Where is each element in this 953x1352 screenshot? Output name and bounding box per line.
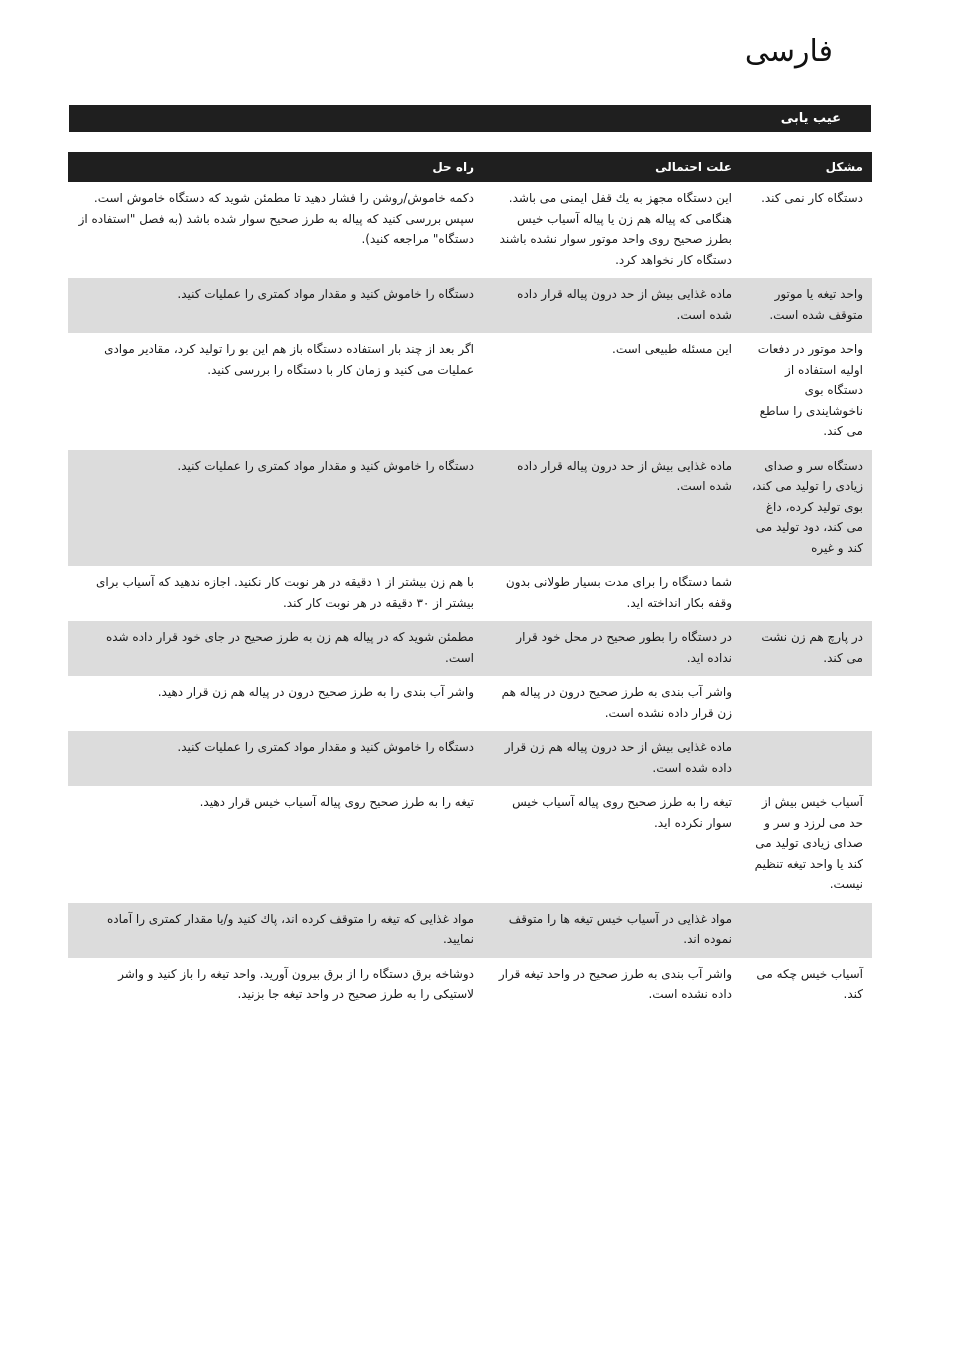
cell-solution-text: اگر بعد از چند بار استفاده دستگاه باز هم این بو را تولید کرد، مقادیر موادی عملیات می کنید و زمان کار با دستگاه را بررسی کنید.	[104, 342, 474, 377]
cell-cause	[483, 903, 741, 958]
cell-problem-text: واحد موتور در دفعات اولیه استفاده از دستگاه بوی ناخوشایندی را ساطع می کند.	[757, 342, 863, 438]
cell-solution-text: با هم زن بیشتر از ۱ دقیقه در هر نوبت کار نکنید. اجازه ندهید که آسیاب برای بیشتر از ۳۰ دقیقه در هر نوبت کار کند.	[95, 575, 474, 610]
table-row	[68, 786, 872, 903]
cell-problem	[741, 450, 872, 567]
cell-solution-text: دستگاه را خاموش کنید و مقدار مواد کمتری را عملیات کنید.	[177, 458, 474, 473]
cell-solution-text: دوشاخه برق دستگاه را از برق بیرون آورید. واحد تیغه را باز کنید و واشر لاستیکی را به طرز صحیح در واحد تیغه جا بزنید.	[118, 966, 474, 1001]
cell-cause-text: در دستگاه را بطور صحیح در محل خود قرار نداده اید.	[516, 630, 732, 665]
language-title: فارسی	[744, 34, 833, 69]
cell-cause	[483, 333, 741, 450]
cell-cause-text: این دستگاه مجهز به یك قفل ایمنی می باشد. هنگامی که پیاله هم زن یا پیاله آسیاب خیس بطرز صحیح روی واحد موتور سوار نشده باشند دستگاه کار نخواهد کرد.	[499, 191, 732, 267]
cell-solution-text: دکمه خاموش/روشن را فشار دهید تا مطمئن شوید که دستگاه خاموش است. سپس بررسی کنید که پیاله به طرز صحیح سوار شده باشد (به فصل "استفاده از دستگاه" مراجعه کنید).	[78, 191, 474, 246]
cell-solution-text: مطمئن شوید که در پیاله هم زن به طرز صحیح در جای خود قرار داده شده است.	[105, 630, 474, 665]
table-row	[68, 621, 872, 676]
cell-solution	[68, 450, 483, 567]
cell-cause	[483, 621, 741, 676]
cell-solution	[68, 182, 483, 278]
cell-problem-text: واحد تیغه یا موتور متوقف شده است.	[769, 287, 863, 322]
cell-solution	[68, 731, 483, 786]
cell-cause-text: واشر آب بندی به طرز صحیح در واحد تیغه قرار داده نشده است.	[498, 966, 732, 1001]
cell-solution	[68, 566, 483, 621]
cell-problem-text: دستگاه کار نمی کند.	[761, 191, 863, 205]
cell-solution	[68, 278, 483, 333]
cell-cause	[483, 786, 741, 903]
table-row	[68, 278, 872, 333]
table-header-row	[68, 152, 872, 182]
cell-problem	[741, 786, 872, 903]
header-cause: علت احتمالی	[483, 152, 741, 182]
table-row	[68, 450, 872, 567]
table-row	[68, 333, 872, 450]
cell-solution	[68, 676, 483, 731]
cell-problem	[741, 182, 872, 278]
cell-solution	[68, 621, 483, 676]
table-body	[68, 182, 872, 1013]
cell-solution	[68, 333, 483, 450]
cell-cause-text: تیغه را به طرز صحیح روی پیاله آسیاب خیس سوار نکرده اید.	[512, 795, 732, 830]
cell-problem-text: دستگاه سر و صدای زیادی را تولید می کند، بوی تولید کرده، داغ می کند، دود تولید می کند و غیره	[752, 458, 863, 555]
cell-solution-text: واشر آب بندی را به طرز صحیح درون در پیاله هم زن قرار دهید.	[157, 685, 474, 699]
cell-cause-text: شما دستگاه را برای مدت بسیار طولانی بدون وقفه بکار انداخته اید.	[505, 575, 732, 610]
cell-problem	[741, 903, 872, 958]
cell-problem-text: آسیاب خیس بیش از حد می لرزد و سر و صدای زیادی تولید می کند یا واحد تیغه تنظیم نیست.	[754, 795, 863, 891]
cell-cause-text: ماده غذایی بیش از حد درون پیاله قرار داده شده است.	[517, 458, 732, 493]
cell-cause-text: ماده غذایی بیش از حد درون پیاله هم زن قرار داده شده است.	[504, 740, 732, 775]
cell-problem	[741, 731, 872, 786]
cell-cause-text: ماده غذایی بیش از حد درون پیاله قرار داده شده است.	[517, 287, 732, 322]
cell-solution-text: دستگاه را خاموش کنید و مقدار مواد کمتری را عملیات کنید.	[177, 740, 474, 754]
cell-problem	[741, 676, 872, 731]
cell-problem-text: آسیاب خیس چکه می کند.	[756, 966, 863, 1001]
cell-cause	[483, 450, 741, 567]
table-row	[68, 958, 872, 1013]
cell-cause	[483, 731, 741, 786]
cell-cause-text: این مسئله طبیعی است.	[612, 342, 732, 356]
cell-cause	[483, 566, 741, 621]
cell-problem	[741, 621, 872, 676]
cell-cause-text: مواد غذایی در آسیاب خیس تیغه ها را متوقف نموده اند.	[508, 911, 732, 946]
cell-cause-text: واشر آب بندی به طرز صحیح درون در پیاله هم زن قرار داده نشده است.	[501, 685, 732, 720]
cell-cause	[483, 182, 741, 278]
section-title: عیب یابی	[780, 111, 841, 126]
cell-solution-text: تیغه را به طرز صحیح روی پیاله آسیاب خیس قرار دهید.	[199, 795, 474, 809]
cell-cause	[483, 676, 741, 731]
cell-problem-text: در پارچ هم زن نشت می کند.	[761, 630, 863, 665]
cell-solution-text: دستگاه را خاموش کنید و مقدار مواد کمتری را عملیات کنید.	[177, 287, 474, 301]
cell-problem	[741, 566, 872, 621]
cell-cause	[483, 278, 741, 333]
header-problem: مشکل	[741, 152, 872, 182]
cell-problem	[741, 333, 872, 450]
table-row	[68, 903, 872, 958]
cell-solution-text: مواد غذایی که تیغه را متوقف کرده اند، پاك کنید و/یا مقدار کمتری را آماده نمایید.	[107, 911, 474, 946]
cell-problem	[741, 278, 872, 333]
cell-solution	[68, 958, 483, 1013]
cell-cause	[483, 958, 741, 1013]
troubleshooting-table	[68, 152, 872, 1013]
cell-solution	[68, 786, 483, 903]
table-row	[68, 676, 872, 731]
header-solution: راه حل	[68, 152, 483, 182]
table-row	[68, 731, 872, 786]
cell-solution	[68, 903, 483, 958]
section-header-troubleshooting	[69, 105, 871, 132]
table-row	[68, 182, 872, 278]
cell-problem	[741, 958, 872, 1013]
table-row	[68, 566, 872, 621]
